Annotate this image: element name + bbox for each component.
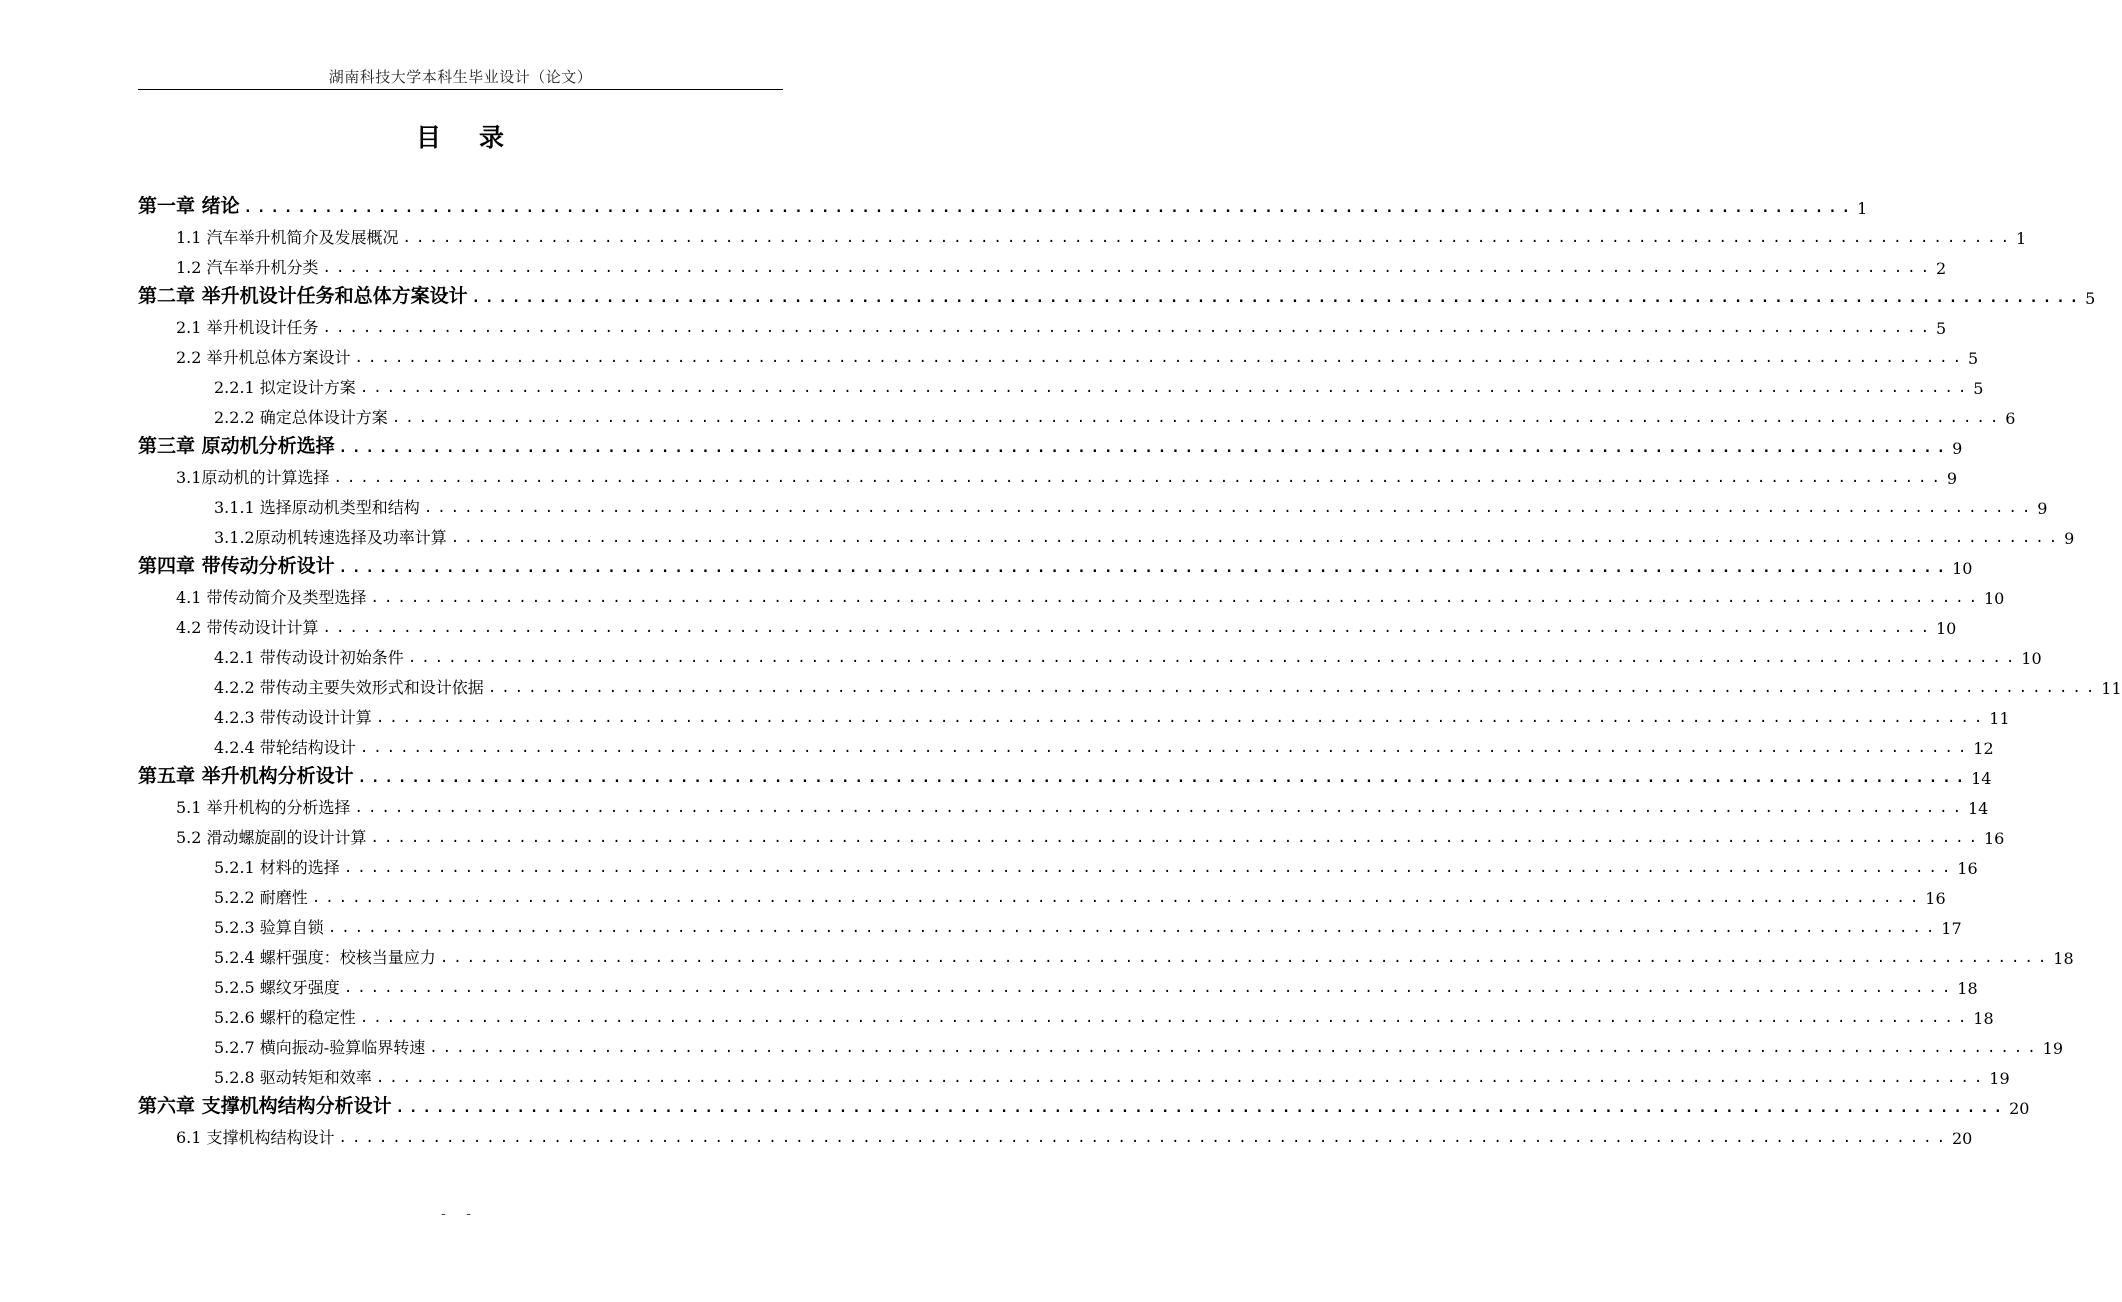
toc-leader-dots: ........................................................................................................................ — [471, 290, 2084, 306]
toc-page-number: 20 — [1952, 1129, 1973, 1148]
toc-page-number: 14 — [1971, 769, 1992, 788]
toc-leader-dots: ........................................................................................................................ — [243, 200, 1856, 216]
header-rule — [138, 89, 783, 90]
toc-page-number: 20 — [2009, 1099, 2030, 1118]
toc-page-number: 11 — [2101, 679, 2122, 698]
toc-entry-label: 2.1 举升机设计任务 — [176, 318, 319, 337]
toc-leader-dots: ........................................................................................................................ — [370, 830, 1982, 846]
toc-entry[interactable] — [176, 578, 2005, 608]
toc-leader-dots: ........................................................................................................................ — [375, 710, 1988, 726]
toc-entry[interactable] — [214, 668, 2122, 698]
toc-entry[interactable] — [214, 368, 1984, 398]
toc-entry-label: 第一章 绪论 — [138, 195, 240, 217]
toc-page-number: 17 — [1941, 919, 1962, 938]
toc-leader-dots: ........................................................................................................................ — [375, 1070, 1988, 1086]
toc-page-number: 5 — [1936, 319, 1947, 338]
toc-entry-label: 6.1 支撑机构结构设计 — [176, 1128, 335, 1147]
toc-entry[interactable] — [214, 908, 1962, 938]
toc-page-number: 1 — [1857, 199, 1868, 218]
toc-leader-dots: ........................................................................................................................ — [322, 620, 1934, 636]
toc-leader-dots: ........................................................................................................................ — [423, 500, 2036, 516]
toc-page-number: 18 — [1973, 1009, 1994, 1028]
toc-leader-dots: ........................................................................................................................ — [429, 1040, 2041, 1056]
toc-entry-label: 5.2.7 横向振动-验算临界转速 — [214, 1038, 426, 1057]
toc-leader-dots: ........................................................................................................................ — [338, 1130, 1950, 1146]
toc-leader-dots: ........................................................................................................................ — [402, 230, 2014, 246]
toc-page-number: 12 — [1973, 739, 1994, 758]
toc-leader-dots: ........................................................................................................................ — [359, 380, 1972, 396]
toc-leader-dots: ........................................................................................................................ — [354, 350, 1966, 366]
toc-page-number: 5 — [1968, 349, 1979, 368]
toc-page-number: 10 — [1984, 589, 2005, 608]
toc-entry[interactable] — [176, 1118, 1973, 1148]
toc-leader-dots: ........................................................................................................................ — [338, 560, 1951, 576]
toc-entry[interactable] — [214, 968, 1978, 998]
toc-leader-dots: ........................................................................................................................ — [322, 320, 1934, 336]
toc-entry-label: 第五章 举升机构分析设计 — [138, 765, 354, 787]
toc-entry-label: 1.1 汽车举升机简介及发展概况 — [176, 228, 399, 247]
toc-entry-label: 4.2.3 带传动设计计算 — [214, 708, 372, 727]
toc-entry[interactable] — [214, 1058, 2010, 1088]
toc-entry[interactable] — [138, 548, 1973, 578]
toc-entry-label: 4.2.4 带轮结构设计 — [214, 738, 356, 757]
page-footer: - - — [441, 1206, 479, 1222]
toc-entry-label: 3.1.1 选择原动机类型和结构 — [214, 498, 420, 517]
toc-page-number: 10 — [2021, 649, 2042, 668]
toc-page-number: 18 — [1957, 979, 1978, 998]
toc-page-number: 14 — [1968, 799, 1989, 818]
toc-entry-label: 5.2.5 螺纹牙强度 — [214, 978, 340, 997]
toc-leader-dots: ........................................................................................................................ — [327, 920, 1940, 936]
toc-entry-label: 4.2.1 带传动设计初始条件 — [214, 648, 404, 667]
toc-entry-label: 2.2.2 确定总体设计方案 — [214, 408, 388, 427]
toc-entry-label: 5.2.1 材料的选择 — [214, 858, 340, 877]
toc-leader-dots: ........................................................................................................................ — [395, 1100, 2008, 1116]
toc-entry[interactable] — [176, 308, 1947, 338]
toc-page-number: 10 — [1936, 619, 1957, 638]
toc-entry-label: 4.2 带传动设计计算 — [176, 618, 319, 637]
toc-entry-label: 2.2.1 拟定设计方案 — [214, 378, 356, 397]
toc-page-number: 16 — [1984, 829, 2005, 848]
toc-entry[interactable] — [214, 728, 1994, 758]
toc-entry[interactable] — [138, 278, 2096, 308]
toc-leader-dots: ........................................................................................................................ — [354, 800, 1966, 816]
toc-entry[interactable] — [214, 998, 1994, 1028]
toc-leader-dots: ........................................................................................................................ — [407, 650, 2020, 666]
toc-entry[interactable] — [214, 398, 2016, 428]
toc-entry[interactable] — [176, 458, 1958, 488]
toc-entry-label: 3.1.2原动机转速选择及功率计算 — [214, 528, 447, 547]
toc-page-number: 9 — [1946, 469, 1958, 488]
toc-entry-label: 第四章 带传动分析设计 — [138, 555, 335, 577]
toc-entry-label: 4.1 带传动简介及类型选择 — [176, 588, 367, 607]
toc-page-number: 18 — [2053, 949, 2074, 968]
toc-page-number: 5 — [1973, 379, 1984, 398]
toc-page-number: 19 — [1989, 1069, 2010, 1088]
toc-entry-label: 5.1 举升机构的分析选择 — [176, 798, 351, 817]
toc-entry-label: 5.2.8 驱动转矩和效率 — [214, 1068, 372, 1087]
toc-entry[interactable] — [176, 818, 2005, 848]
toc-leader-dots: ........................................................................................................................ — [311, 890, 1924, 906]
toc-page-number: 5 — [2085, 289, 2096, 308]
toc-entry-label: 2.2 举升机总体方案设计 — [176, 348, 351, 367]
toc-leader-dots: ........................................................................................................................ — [450, 530, 2063, 546]
toc-entry[interactable] — [214, 518, 2075, 548]
toc-leader-dots: ........................................................................................................................ — [359, 740, 1972, 756]
toc-entry[interactable] — [214, 488, 2048, 518]
toc-page-number: 19 — [2042, 1039, 2064, 1058]
toc-leader-dots: ........................................................................................................................ — [439, 950, 2052, 966]
toc-entry-label: 5.2.6 螺杆的稳定性 — [214, 1008, 356, 1027]
toc-entry[interactable] — [176, 248, 1947, 278]
toc-entry-label: 3.1原动机的计算选择 — [176, 468, 330, 487]
toc-entry-label: 5.2.2 耐磨性 — [214, 888, 308, 907]
toc-entry[interactable] — [214, 698, 2010, 728]
toc-page-number: 9 — [2064, 529, 2075, 548]
toc-leader-dots: ........................................................................................................................ — [343, 860, 1956, 876]
toc-leader-dots: ........................................................................................................................ — [333, 470, 1945, 486]
toc-page-number: 10 — [1952, 559, 1973, 578]
toc-entry[interactable] — [214, 878, 1946, 908]
running-header: 湖南科技大学本科生毕业设计（论文） — [328, 68, 593, 86]
toc-page-number: 9 — [2037, 499, 2048, 518]
toc-leader-dots: ........................................................................................................................ — [322, 260, 1934, 276]
toc-page-number: 1 — [2016, 229, 2027, 248]
toc-title: 目录 — [415, 123, 542, 152]
toc-entry[interactable] — [138, 758, 1992, 788]
toc-page-number: 6 — [2005, 409, 2016, 428]
toc-entry-label: 4.2.2 带传动主要失效形式和设计依据 — [214, 678, 484, 697]
toc-entry[interactable] — [176, 338, 1979, 368]
toc-entry[interactable] — [214, 938, 2074, 968]
toc-entry[interactable] — [176, 788, 1989, 818]
toc-entry-label: 5.2.3 验算自锁 — [214, 918, 324, 937]
toc-page-number: 16 — [1957, 859, 1978, 878]
toc-entry[interactable] — [138, 1088, 2030, 1118]
toc-entry[interactable] — [138, 188, 1868, 218]
toc-leader-dots: ........................................................................................................................ — [357, 770, 1970, 786]
toc-entry[interactable] — [214, 1028, 2064, 1058]
toc-entry-label: 第六章 支撑机构结构分析设计 — [138, 1095, 392, 1117]
toc-page-number: 11 — [1989, 709, 2010, 728]
toc-leader-dots: ........................................................................................................................ — [391, 410, 2004, 426]
toc-entry-label: 第三章 原动机分析选择 — [138, 435, 335, 457]
toc-entry[interactable] — [138, 428, 1963, 458]
toc-page-number: 9 — [1952, 439, 1963, 458]
toc-entry-label: 5.2.4 螺杆强度：校核当量应力 — [214, 948, 436, 967]
toc-leader-dots: ........................................................................................................................ — [359, 1010, 1972, 1026]
toc-entry-label: 1.2 汽车举升机分类 — [176, 258, 319, 277]
toc-leader-dots: ........................................................................................................................ — [338, 440, 1951, 456]
toc-entry-label: 5.2 滑动螺旋副的设计计算 — [176, 828, 367, 847]
toc-page-number: 2 — [1936, 259, 1947, 278]
toc-leader-dots: ........................................................................................................................ — [370, 590, 1982, 606]
toc-entry-label: 第二章 举升机设计任务和总体方案设计 — [138, 285, 468, 307]
toc-leader-dots: ........................................................................................................................ — [487, 680, 2100, 696]
toc-entry[interactable] — [214, 848, 1978, 878]
toc-entry[interactable] — [214, 638, 2042, 668]
toc-entry[interactable] — [176, 608, 1957, 638]
toc-leader-dots: ........................................................................................................................ — [343, 980, 1956, 996]
toc-page-number: 16 — [1925, 889, 1946, 908]
toc-entry[interactable] — [176, 218, 2027, 248]
